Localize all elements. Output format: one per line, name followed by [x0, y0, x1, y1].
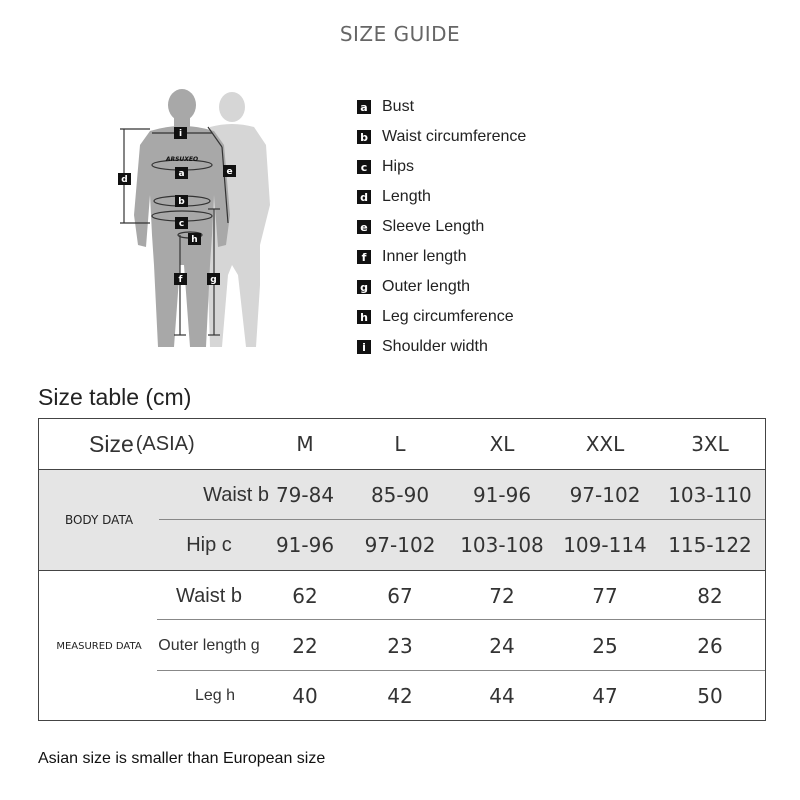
table-cell: 91-96	[472, 483, 532, 507]
brand-logo: ARSUXEO	[165, 156, 199, 163]
size-column-header: XL	[489, 432, 515, 456]
legend-item-hips	[357, 152, 526, 182]
table-row	[39, 520, 765, 570]
size-column-header: XXL	[585, 432, 625, 456]
letter-g-icon: g	[357, 280, 371, 294]
table-cell: 91-96	[275, 533, 335, 557]
measurement-legend	[357, 92, 526, 362]
legend-label: Leg circumference	[382, 308, 514, 325]
legend-label: Outer length	[382, 278, 471, 295]
letter-d-icon: d	[357, 190, 371, 204]
letter-c-icon: c	[357, 160, 371, 174]
table-cell: 72	[489, 584, 515, 608]
marker-d: d	[121, 175, 128, 185]
table-cell: 23	[387, 634, 413, 658]
table-cell: 85-90	[370, 483, 430, 507]
legend-label: Bust	[382, 98, 415, 115]
marker-f: f	[178, 275, 183, 285]
measured-data-label: MEASURED DATA	[56, 640, 142, 652]
letter-b-icon: b	[357, 130, 371, 144]
marker-h: h	[191, 235, 198, 245]
marker-g: g	[210, 275, 217, 285]
row-label: Waist b	[176, 584, 242, 607]
row-label: Leg h	[194, 687, 236, 704]
size-header	[89, 419, 269, 469]
table-cell: 77	[592, 584, 618, 608]
legend-label: Inner length	[382, 248, 467, 265]
letter-e-icon: e	[357, 220, 371, 234]
table-row	[39, 470, 765, 520]
marker-i: i	[178, 129, 183, 139]
size-table-heading: Size table (cm)	[38, 384, 192, 410]
table-cell: 62	[292, 584, 318, 608]
table-cell: 40	[292, 684, 318, 708]
legend-item-sleeve	[357, 212, 526, 242]
legend-item-waist	[357, 122, 526, 152]
table-cell: 26	[697, 634, 723, 658]
table-cell: 82	[697, 584, 723, 608]
size-column-header: M	[296, 432, 314, 456]
size-table	[38, 418, 766, 721]
letter-a-icon: a	[357, 100, 371, 114]
legend-item-length	[357, 182, 526, 212]
body-measurement-illustration	[110, 85, 290, 355]
legend-label: Hips	[382, 158, 415, 175]
letter-i-icon: i	[357, 340, 371, 354]
table-cell: 103-110	[668, 483, 752, 507]
table-cell: 109-114	[563, 533, 647, 557]
table-cell: 67	[387, 584, 413, 608]
row-label: Hip c	[186, 533, 232, 556]
marker-e: e	[226, 167, 233, 177]
size-region: (ASIA)	[135, 432, 195, 455]
table-cell: 22	[292, 634, 318, 658]
size-column-header: L	[394, 432, 406, 456]
table-row	[39, 671, 765, 721]
row-label: Waist b	[203, 483, 269, 506]
body-figure	[110, 85, 290, 355]
legend-item-bust	[357, 92, 526, 122]
legend-item-inner-length	[357, 242, 526, 272]
table-cell: 97-102	[569, 483, 641, 507]
legend-label: Length	[382, 188, 431, 205]
table-cell: 44	[489, 684, 515, 708]
table-cell: 79-84	[275, 483, 335, 507]
table-header-row	[39, 419, 765, 470]
table-row	[39, 571, 765, 621]
table-cell: 42	[387, 684, 413, 708]
table-cell: 25	[592, 634, 618, 658]
table-cell: 115-122	[668, 533, 752, 557]
legend-label: Shoulder width	[382, 338, 488, 355]
letter-f-icon: f	[357, 250, 371, 264]
size-column-header: 3XL	[691, 432, 729, 456]
legend-item-leg	[357, 302, 526, 332]
marker-c: c	[178, 219, 185, 229]
table-cell: 103-108	[460, 533, 544, 557]
letter-h-icon: h	[357, 310, 371, 324]
table-row	[39, 621, 765, 671]
table-cell: 50	[697, 684, 723, 708]
legend-label: Sleeve Length	[382, 218, 485, 235]
table-cell: 47	[592, 684, 618, 708]
marker-a: a	[178, 169, 185, 179]
table-cell: 24	[489, 634, 515, 658]
page-title: SIZE GUIDE	[339, 22, 461, 46]
size-label: Size	[89, 430, 134, 457]
legend-item-outer-length	[357, 272, 526, 302]
legend-item-shoulder	[357, 332, 526, 362]
body-data-label: BODY DATA	[64, 513, 134, 527]
legend-label: Waist circumference	[382, 128, 527, 145]
table-cell: 97-102	[364, 533, 436, 557]
size-note: Asian size is smaller than European size	[38, 750, 326, 767]
row-label: Outer length g	[158, 637, 260, 654]
marker-b: b	[178, 197, 185, 207]
